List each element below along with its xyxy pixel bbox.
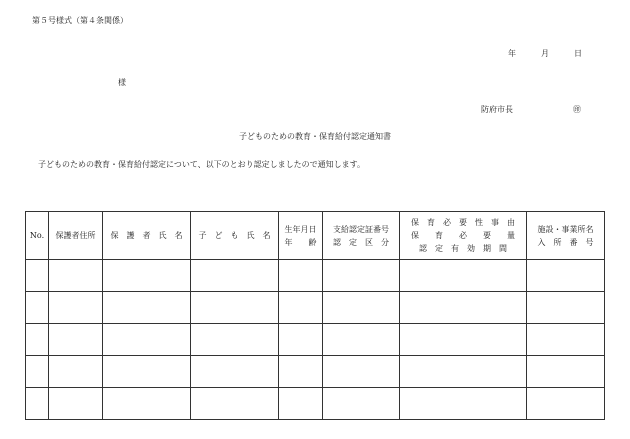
table-cell [26,356,49,388]
table-row [26,260,605,292]
col-header-cert-number-category: 支給認定証番号 認 定 区 分 [323,212,400,260]
table-cell [400,324,527,356]
table-row [26,356,605,388]
form-number: 第５号様式（第４条関係） [32,16,128,25]
issuer-name: 防府市長 [481,105,513,114]
col-header-birthdate-age: 生年月日 年 齢 [279,212,323,260]
col-header-guardian-address: 保護者住所 [49,212,103,260]
table-cell [191,324,279,356]
table-cell [103,324,191,356]
col-header-facility-enrollment: 施設・事業所名 入 所 番 号 [527,212,605,260]
table-cell [527,388,605,420]
date-day-label: 日 [574,49,582,58]
table-cell [26,324,49,356]
table-cell [527,356,605,388]
table-cell [400,292,527,324]
table-cell [191,260,279,292]
table-cell [191,388,279,420]
table-cell [26,388,49,420]
col-header-no: No. [26,212,49,260]
table-cell [279,388,323,420]
col-header-childcare-need: 保 育 必 要 性 事 由 保 育 必 要 量 認 定 有 効 期 間 [400,212,527,260]
table-cell [49,260,103,292]
col-header-child-name: 子 ど も 氏 名 [191,212,279,260]
seal-mark: ㊞ [573,105,581,114]
table-cell [26,260,49,292]
table-cell [191,356,279,388]
certification-table [25,211,605,420]
table-cell [323,356,400,388]
table-cell [400,356,527,388]
table-cell [527,260,605,292]
date-month-label: 月 [541,49,549,58]
table-cell [323,260,400,292]
table-cell [323,324,400,356]
table-cell [49,324,103,356]
table-cell [279,292,323,324]
table-cell [103,388,191,420]
table-cell [103,292,191,324]
table-row [26,388,605,420]
table-cell [400,388,527,420]
col-header-guardian-name: 保 護 者 氏 名 [103,212,191,260]
table-cell [279,324,323,356]
table-row [26,292,605,324]
table-cell [400,260,527,292]
table-cell [191,292,279,324]
addressee-suffix: 様 [118,78,126,87]
table-cell [279,356,323,388]
document-body-text: 子どものための教育・保育給付認定について、以下のとおり認定しましたので通知します。 [38,160,366,169]
table-cell [527,324,605,356]
table-cell [323,292,400,324]
table-cell [26,292,49,324]
document-title: 子どものための教育・保育給付認定通知書 [239,132,391,141]
table-cell [103,356,191,388]
table-cell [527,292,605,324]
table-cell [103,260,191,292]
date-year-label: 年 [508,49,516,58]
table-header-row [26,212,605,260]
table-cell [49,388,103,420]
table-cell [49,356,103,388]
table-cell [323,388,400,420]
table-cell [279,260,323,292]
table-row [26,324,605,356]
table-cell [49,292,103,324]
